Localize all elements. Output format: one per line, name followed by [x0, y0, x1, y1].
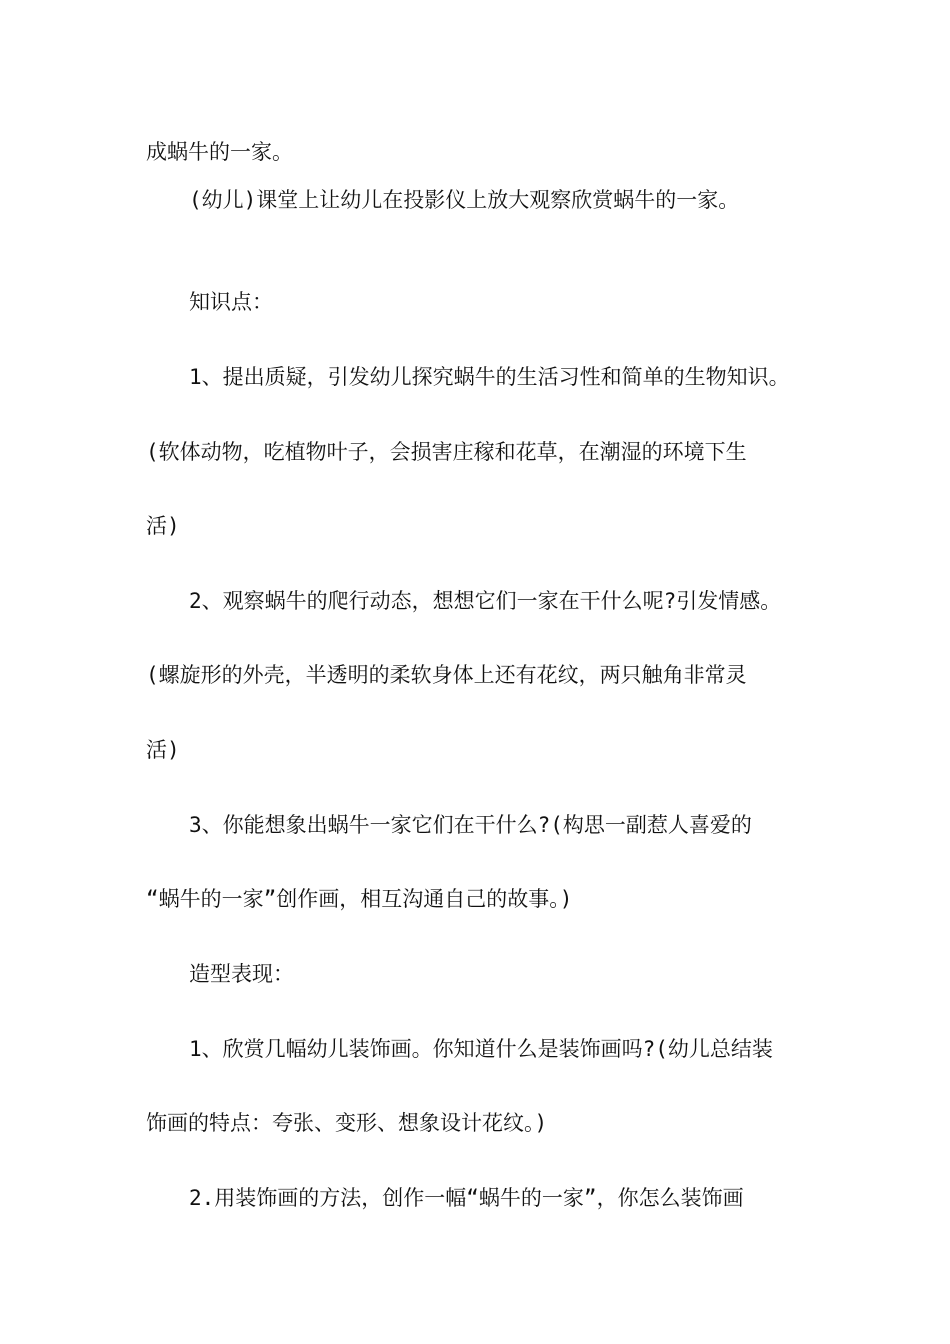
text-line-15: 2.用装饰画的方法，创作一幅“蜗牛的一家”，你怎么装饰画	[189, 1186, 744, 1210]
text-line-2: (幼儿)课堂上让幼儿在投影仪上放大观察欣赏蜗牛的一家。	[189, 188, 740, 212]
text-line-1: 成蜗牛的一家。	[146, 140, 293, 164]
section-heading-knowledge: 知识点：	[189, 290, 273, 314]
text-line-6: 活)	[146, 514, 180, 538]
text-line-14: 饰画的特点：夸张、变形、想象设计花纹。)	[146, 1111, 548, 1135]
text-line-4: 1、提出质疑，引发幼儿探究蜗牛的生活习性和简单的生物知识。	[189, 365, 790, 389]
section-heading-modeling: 造型表现：	[189, 962, 294, 986]
text-line-5: (软体动物，吃植物叶子，会损害庄稼和花草，在潮湿的环境下生	[146, 440, 747, 464]
text-line-13: 1、欣赏几幅幼儿装饰画。你知道什么是装饰画吗?(幼儿总结装	[189, 1037, 773, 1061]
text-line-8: (螺旋形的外壳，半透明的柔软身体上还有花纹，两只触角非常灵	[146, 663, 747, 687]
text-line-11: “蜗牛的一家”创作画，相互沟通自己的故事。)	[146, 887, 573, 911]
text-line-7: 2、观察蜗牛的爬行动态，想想它们一家在干什么呢?引发情感。	[189, 589, 782, 613]
text-line-10: 3、你能想象出蜗牛一家它们在干什么?(构思一副惹人喜爱的	[189, 813, 752, 837]
text-line-9: 活)	[146, 738, 180, 762]
